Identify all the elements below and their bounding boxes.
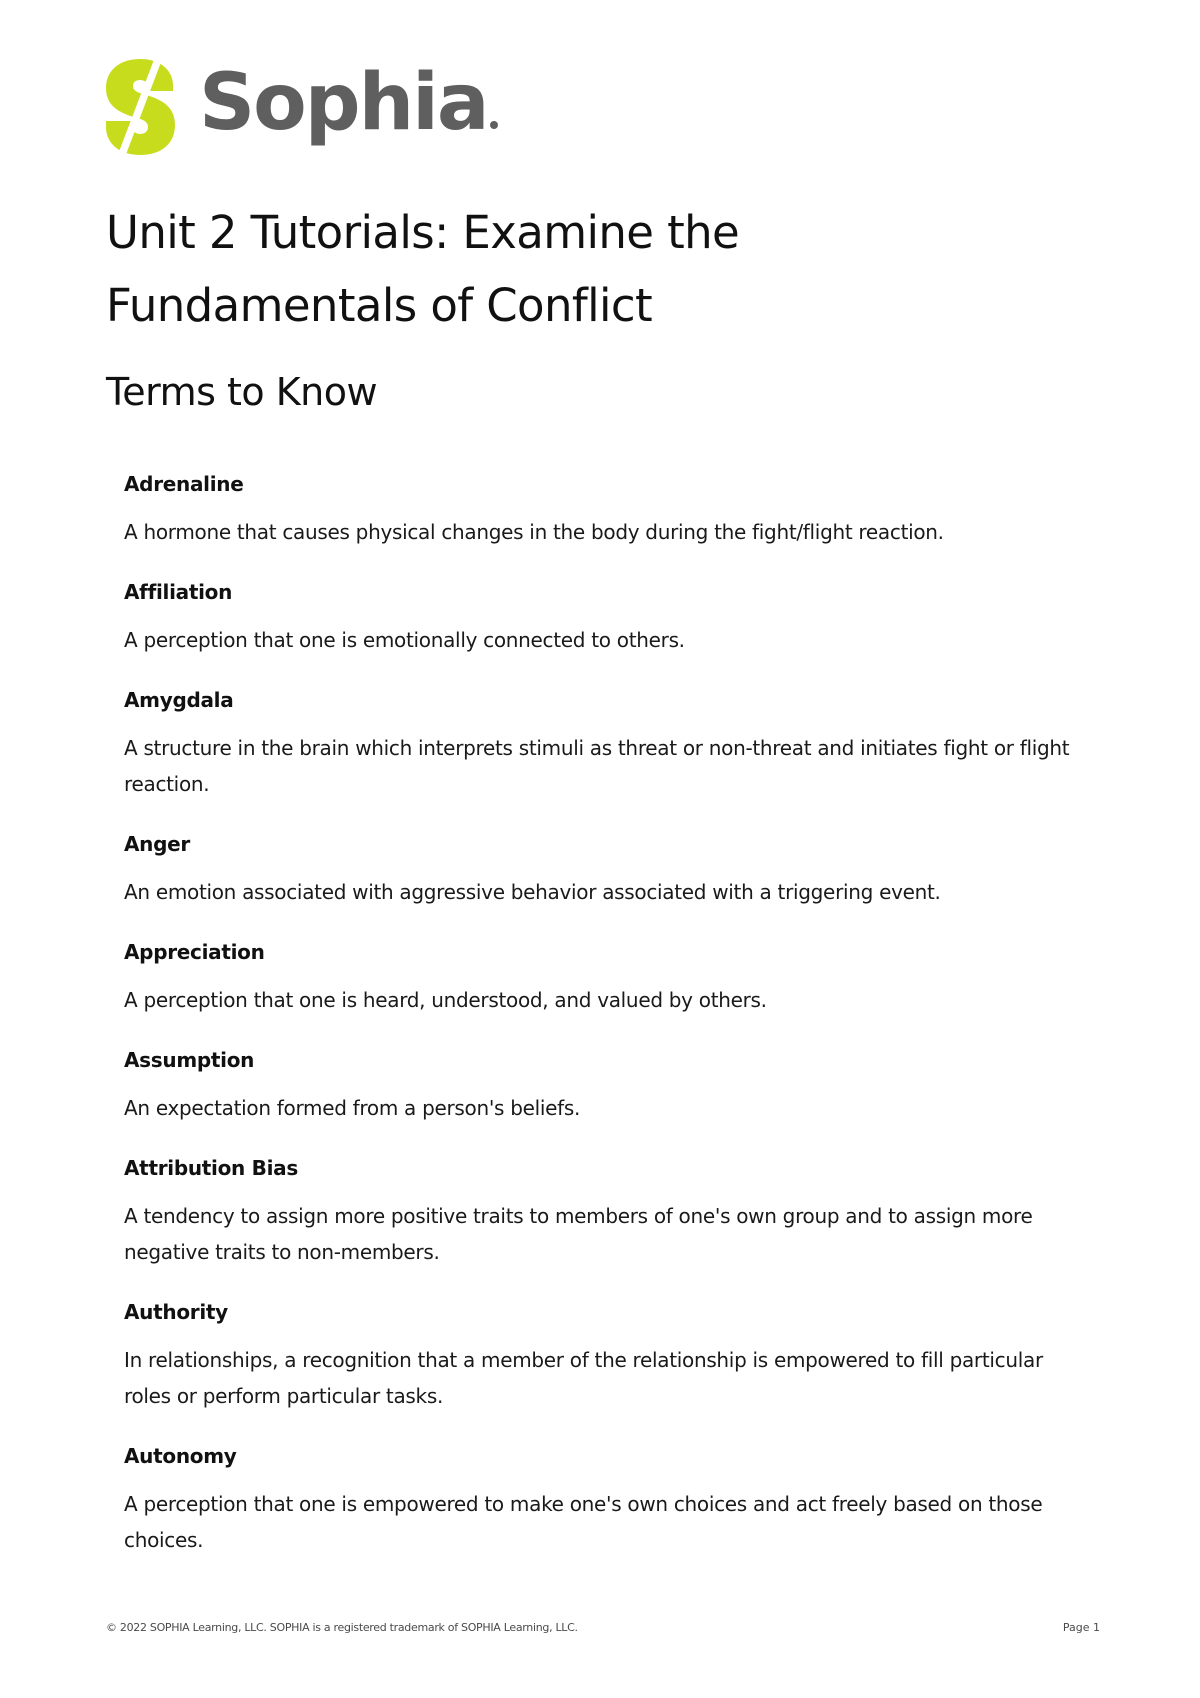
term-name: Affiliation — [124, 580, 233, 604]
term-definition: A perception that one is empowered to make one's own choices and act freely based on those choices. — [124, 1492, 1043, 1552]
document-title-line-2: Fundamentals of Conflict — [106, 279, 653, 332]
term-assumption — [124, 1046, 1084, 1126]
term-anger — [124, 830, 1084, 910]
document-title-line-1: Unit 2 Tutorials: Examine the — [106, 206, 740, 259]
term-appreciation — [124, 938, 1084, 1018]
terms-list — [124, 470, 1084, 1586]
term-definition: A perception that one is emotionally connected to others. — [124, 628, 685, 652]
term-definition: A perception that one is heard, understood, and valued by others. — [124, 988, 767, 1012]
term-name: Adrenaline — [124, 472, 244, 496]
term-definition: An emotion associated with aggressive behavior associated with a triggering event. — [124, 880, 941, 904]
term-autonomy — [124, 1442, 1084, 1558]
sophia-wordmark: Sophia — [199, 64, 498, 142]
term-amygdala — [124, 686, 1084, 802]
term-definition: In relationships, a recognition that a member of the relationship is empowered to fill particular roles or perform particular tasks. — [124, 1348, 1043, 1408]
term-attribution-bias — [124, 1154, 1084, 1270]
term-authority — [124, 1298, 1084, 1414]
term-definition: An expectation formed from a person's beliefs. — [124, 1096, 581, 1120]
term-name: Attribution Bias — [124, 1156, 298, 1180]
term-definition: A tendency to assign more positive traits to members of one's own group and to assign more negative traits to non-members. — [124, 1204, 1033, 1264]
term-name: Anger — [124, 832, 190, 856]
document-title — [106, 196, 1106, 342]
term-name: Authority — [124, 1300, 228, 1324]
footer-page-number: Page 1 — [1062, 1621, 1100, 1634]
footer-copyright: © 2022 SOPHIA Learning, LLC. SOPHIA is a registered trademark of SOPHIA Learning, LLC. — [106, 1621, 578, 1634]
section-title-terms: Terms to Know — [106, 370, 378, 414]
term-name: Assumption — [124, 1048, 255, 1072]
sophia-logo-icon — [103, 55, 177, 159]
term-definition: A structure in the brain which interprets stimuli as threat or non-threat and initiates fight or flight reaction. — [124, 736, 1070, 796]
term-name: Amygdala — [124, 688, 234, 712]
sophia-logo — [103, 55, 498, 159]
term-definition: A hormone that causes physical changes in the body during the fight/flight reaction. — [124, 520, 944, 544]
term-adrenaline — [124, 470, 1084, 550]
term-affiliation — [124, 578, 1084, 658]
term-name: Autonomy — [124, 1444, 237, 1468]
term-name: Appreciation — [124, 940, 265, 964]
